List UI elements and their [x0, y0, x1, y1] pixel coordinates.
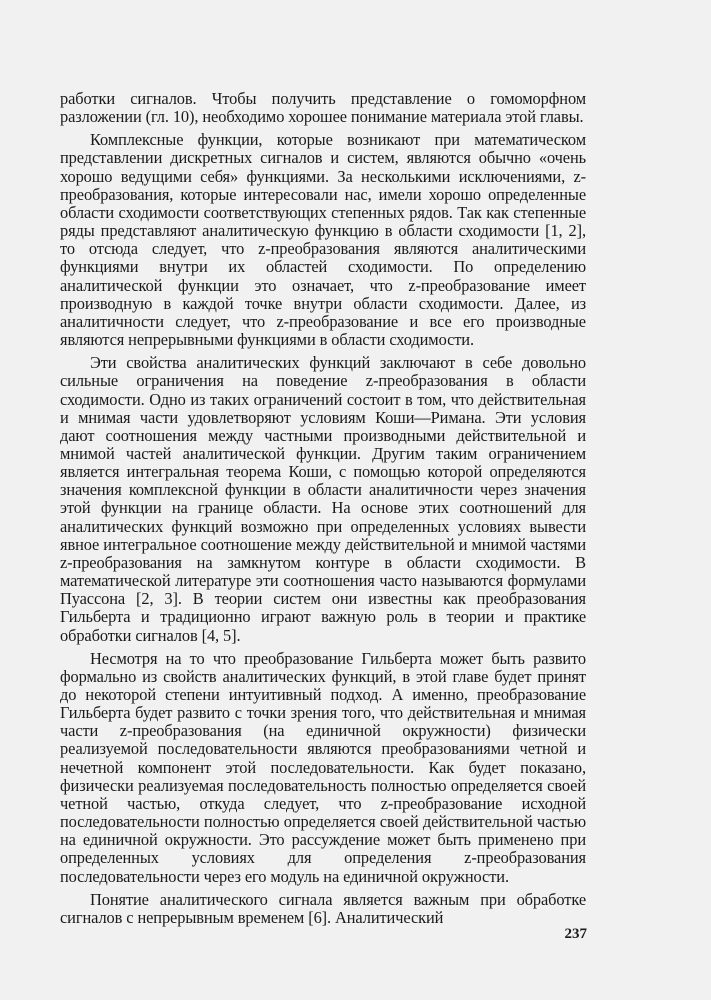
paragraph-1: работки сигналов. Чтобы получить представление о гомоморфном разложении (гл. 10), необходимо хорошее понимание материала этой главы. — [60, 89, 586, 127]
page-number: 237 — [564, 926, 587, 942]
paragraph-4: Несмотря на то что преобразование Гильберта может быть развито формально из свойств аналитических функций, в этой главе будет принят до некоторой степени интуитивный подход. А именно, преобразование Гильберта будет развито с точки зрения того, что действительная и мнимая части z-преобразования (на единичной окружности) физически реализуемой последовательности являются преобразованиями четной и нечетной компонент этой последовательности. Как будет показано, физически реализуемая последовательность полностью определяется своей четной частью, откуда следует, что z-преобразование исходной последовательности полностью определяется своей действительной частью на единичной окружности. Это рассуждение может быть применено при определенных условиях для определения z-преобразования последовательности через его модуль на единичной окружности. — [60, 648, 586, 886]
paragraph-5: Понятие аналитического сигнала является важным при обработке сигналов с непрерывным временем [6]. Аналитический — [60, 889, 586, 927]
body-text — [60, 90, 586, 932]
paragraph-3: Эти свойства аналитических функций заключают в себе довольно сильные ограничения на поведение z-преобразования в области сходимости. Одно из таких ограничений состоит в том, что действительная и мнимая части удовлетворяют условиям Коши—Римана. Эти условия дают соотношения между частными производными действительной и мнимой частей аналитической функции. Другим таким ограничением является интегральная теорема Коши, с помощью которой определяются значения комплексной функции в области аналитичности через значения этой функции на границе области. На основе этих соотношений для аналитических функций возможно при определенных условиях вывести явное интегральное соотношение между действительной и мнимой частями z-преобразования на замкнутом контуре в области сходимости. В математической литературе эти соотношения часто называются формулами Пуассона [2, 3]. В теории систем они известны как преобразования Гильберта и традиционно играют важную роль в теории и практике обработки сигналов [4, 5]. — [60, 353, 586, 645]
paragraph-2: Комплексные функции, которые возникают при математическом представлении дискретных сигналов и систем, являются обычно «очень хорошо ведущими себя» функциями. За несколькими исключениями, z-преобразования, которые интересовали нас, имели хорошо определенные области сходимости соответствующих степенных рядов. Так как степенные ряды представляют аналитическую функцию в области сходимости [1, 2], то отсюда следует, что z-преобразования являются аналитическими функциями внутри их областей сходимости. По определению аналитической функции это означает, что z-преобразование имеет производную в каждой точке внутри области сходимости. Далее, из аналитичности следует, что z-преобразование и все его производные являются непрерывными функциями в области сходимости. — [60, 130, 586, 350]
